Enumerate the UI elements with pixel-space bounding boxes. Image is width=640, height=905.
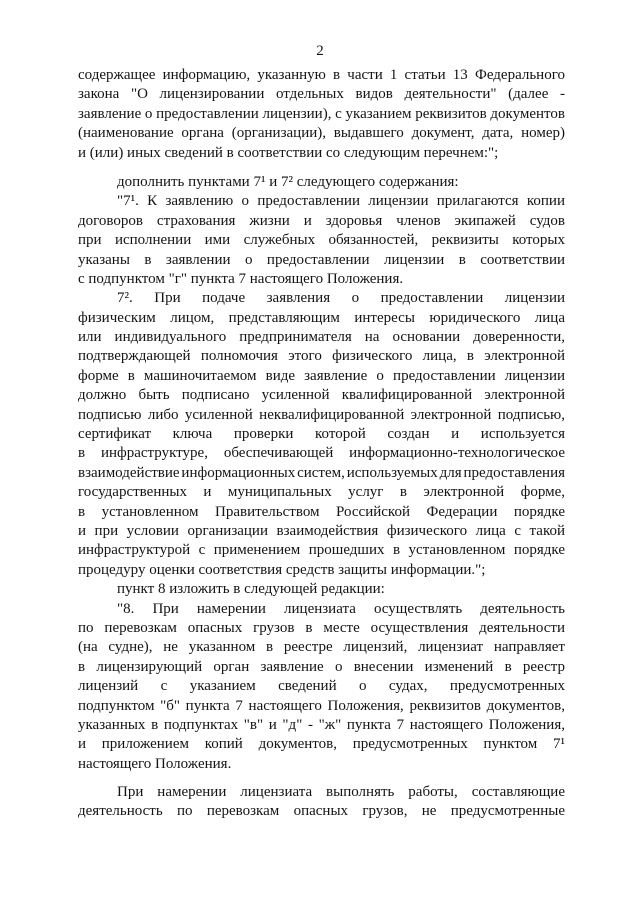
text-line: настоящего Положения. (78, 755, 232, 772)
text-line: При намерении лицензиата выполнять работы, составляющие (117, 784, 565, 801)
text-line: подпунктом "б" пункта 7 настоящего Положения, реквизитов документов, (78, 697, 565, 714)
text-line: "7¹. К заявлению о предоставлении лицензии прилагаются копии (117, 193, 565, 210)
paragraph (78, 192, 565, 289)
text-line: пункт 8 изложить в следующей редакции: (117, 581, 385, 598)
text-line: в инфраструктуре, обеспечивающей информационно-технологическое (78, 445, 565, 462)
text-line: и (или) иных сведений в соответствии со следующим перечнем:"; (78, 144, 499, 161)
paragraph (78, 173, 565, 192)
text-line: в лицензирующий орган заявление о внесении изменений в реестр (78, 658, 565, 675)
text-line: и при условии организации взаимодействия физического лица с такой (78, 522, 565, 539)
paragraph (78, 66, 565, 163)
text-line: указаны в заявлении о предоставлении лицензии в соответствии (78, 251, 565, 268)
text-line: физическим лицом, представляющим интересы юридического лица (78, 309, 565, 326)
text-line: договоров страхования жизни и здоровья членов экипажей судов (78, 212, 565, 229)
text-line: дополнить пунктами 7¹ и 7² следующего содержания: (117, 173, 459, 190)
text-line: указанных в подпунктах "в" и "д" - "ж" пункта 7 настоящего Положения, (78, 716, 565, 733)
text-line: инфраструктурой с применением прошедших в установленном порядке (78, 542, 565, 559)
paragraph (78, 783, 565, 822)
text-line: подписью либо усиленной неквалифицированной электронной подписью, (78, 406, 565, 423)
document-body (78, 66, 565, 822)
text-line: процедуру оценки соответствия средств защиты информации."; (78, 561, 486, 578)
paragraph (78, 580, 565, 599)
text-line: сертификат ключа проверки которой создан и используется (78, 426, 565, 443)
text-line: "8. При намерении лицензиата осуществлять деятельность (117, 600, 565, 617)
text-line: лицензий с указанием сведений о судах, предусмотренных (78, 678, 565, 695)
paragraph (78, 600, 565, 775)
text-line: государственных и муниципальных услуг в электронной форме, (78, 484, 565, 501)
text-line: с подпунктом "г" пункта 7 настоящего Положения. (78, 270, 404, 287)
text-line: и приложением копий документов, предусмотренных пунктом 7¹ (78, 736, 565, 753)
text-line: содержащее информацию, указанную в части 1 статьи 13 Федерального (78, 67, 565, 83)
text-line: должно быть подписано усиленной квалифицированной электронной (78, 387, 565, 404)
text-line: взаимодействие информационных систем, используемых для предоставления (78, 464, 566, 481)
text-line: заявление о предоставлении лицензии), с указанием реквизитов документов (78, 105, 565, 122)
paragraph (78, 289, 565, 580)
text-line: (наименование органа (организации), выдавшего документ, дата, номер) (78, 125, 565, 142)
text-line: закона "О лицензировании отдельных видов деятельности" (далее - (78, 86, 565, 103)
text-line: подтверждающей полномочия этого физического лица, в электронной (78, 348, 565, 365)
text-line: по перевозкам опасных грузов в месте осуществления деятельности (78, 619, 565, 636)
text-line: деятельность по перевозкам опасных грузов, не предусмотренные (78, 803, 565, 820)
text-line: при исполнении ими служебных обязанностей, реквизиты которых (78, 232, 565, 249)
text-line: 7². При подаче заявления о предоставлении лицензии (117, 290, 565, 307)
text-line: или индивидуального предпринимателя на основании доверенности, (78, 329, 565, 346)
text-line: в установленном Правительством Российской Федерации порядке (78, 503, 565, 520)
text-line: (на судне), не указанном в реестре лицензий, лицензиат направляет (78, 639, 565, 656)
text-line: форме в машиночитаемом виде заявление о предоставлении лицензии (78, 367, 565, 384)
page-number: 2 (316, 43, 324, 59)
